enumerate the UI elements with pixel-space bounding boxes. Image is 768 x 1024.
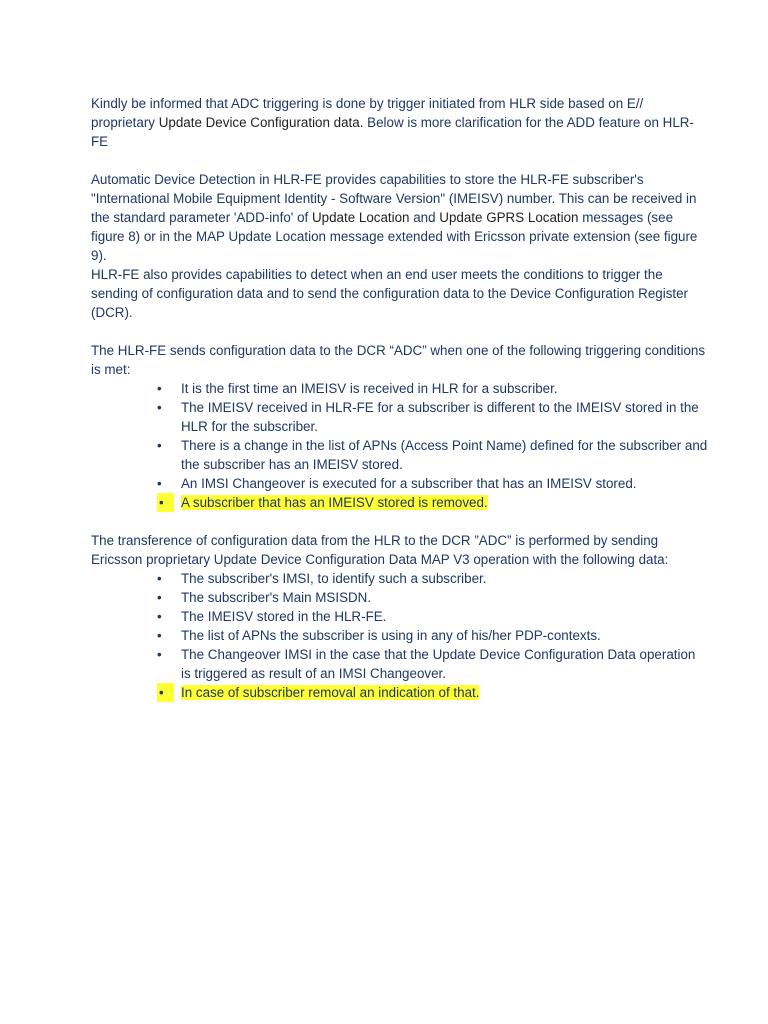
list-item (91, 645, 708, 683)
add-text-4: Update GPRS Location (439, 210, 579, 225)
bullet-icon: • (157, 400, 162, 415)
bullet-icon: • (157, 590, 162, 605)
transference-paragraph: The transference of configuration data from the HLR to the DCR ”ADC” is performed by sending Ericsson proprietary Update Device Configuration Data MAP V3 operation with the following data: (91, 533, 669, 567)
add-text-5: messages (see figure 8) or in the MAP Update Location message extended with Ericsson private extension (see figure 9). (91, 210, 698, 263)
intro-text-3: Below is more clarification for the ADD feature on HLR-FE (91, 115, 694, 149)
detect-paragraph: HLR-FE also provides capabilities to detect when an end user meets the conditions to trigger the sending of configuration data and to send the configuration data to the Device Configuration Register (DCR). (91, 267, 689, 320)
list-item (91, 607, 708, 626)
bullet-icon: • (157, 476, 162, 491)
list-item (91, 588, 708, 607)
list-item-text: The list of APNs the subscriber is using in any of his/her PDP-contexts. (181, 628, 601, 643)
list-item-highlighted (91, 683, 708, 702)
bullet-icon: • (157, 683, 174, 702)
bullet-icon: • (157, 493, 174, 512)
transferred-data-list (91, 569, 708, 702)
trigger-intro-paragraph: The HLR-FE sends configuration data to the DCR “ADC” when one of the following triggering conditions is met: (91, 343, 706, 377)
list-item (91, 569, 708, 588)
bullet-icon: • (157, 609, 162, 624)
list-item-text: The subscriber's Main MSISDN. (181, 590, 372, 605)
list-item-text: The subscriber's IMSI, to identify such a subscriber. (181, 571, 487, 586)
list-item (91, 436, 708, 474)
list-item-text: It is the first time an IMEISV is received in HLR for a subscriber. (181, 381, 558, 396)
list-item-text: In case of subscriber removal an indication of that. (181, 685, 480, 700)
intro-text-2: Update Device Configuration data. (158, 115, 364, 130)
list-item (91, 398, 708, 436)
list-item (91, 379, 708, 398)
add-text-1: Automatic Device Detection in HLR-FE provides capabilities to store the HLR-FE subscriber's "International Mobile Equipment Identity - Software Version" (IMEISV) number. This can be received in the standard parameter 'ADD-info' of (91, 172, 697, 225)
add-text-3: and (409, 210, 440, 225)
list-item-text: The Changeover IMSI in the case that the Update Device Configuration Data operation is triggered as result of an IMSI Changeover. (181, 647, 696, 681)
list-item (91, 474, 708, 493)
list-item-text: An IMSI Changeover is executed for a subscriber that has an IMEISV stored. (181, 476, 637, 491)
bullet-icon: • (157, 647, 162, 662)
trigger-conditions-list (91, 379, 708, 512)
bullet-icon: • (157, 438, 162, 453)
list-item-highlighted (91, 493, 708, 512)
bullet-icon: • (157, 571, 162, 586)
intro-text-1: Kindly be informed that ADC triggering is done by trigger initiated from HLR side based on E// proprietary (91, 96, 644, 130)
list-item-text: The IMEISV stored in the HLR-FE. (181, 609, 387, 624)
list-item-text: The IMEISV received in HLR-FE for a subscriber is different to the IMEISV stored in the HLR for the subscriber. (181, 400, 699, 434)
list-item-text: A subscriber that has an IMEISV stored is removed. (181, 495, 488, 510)
list-item (91, 626, 708, 645)
add-description-paragraph (91, 170, 708, 265)
intro-paragraph (91, 94, 708, 151)
bullet-icon: • (157, 381, 162, 396)
add-text-2: Update Location (311, 210, 410, 225)
bullet-icon: • (157, 628, 162, 643)
list-item-text: There is a change in the list of APNs (Access Point Name) defined for the subscriber and the subscriber has an IMEISV stored. (181, 438, 708, 472)
